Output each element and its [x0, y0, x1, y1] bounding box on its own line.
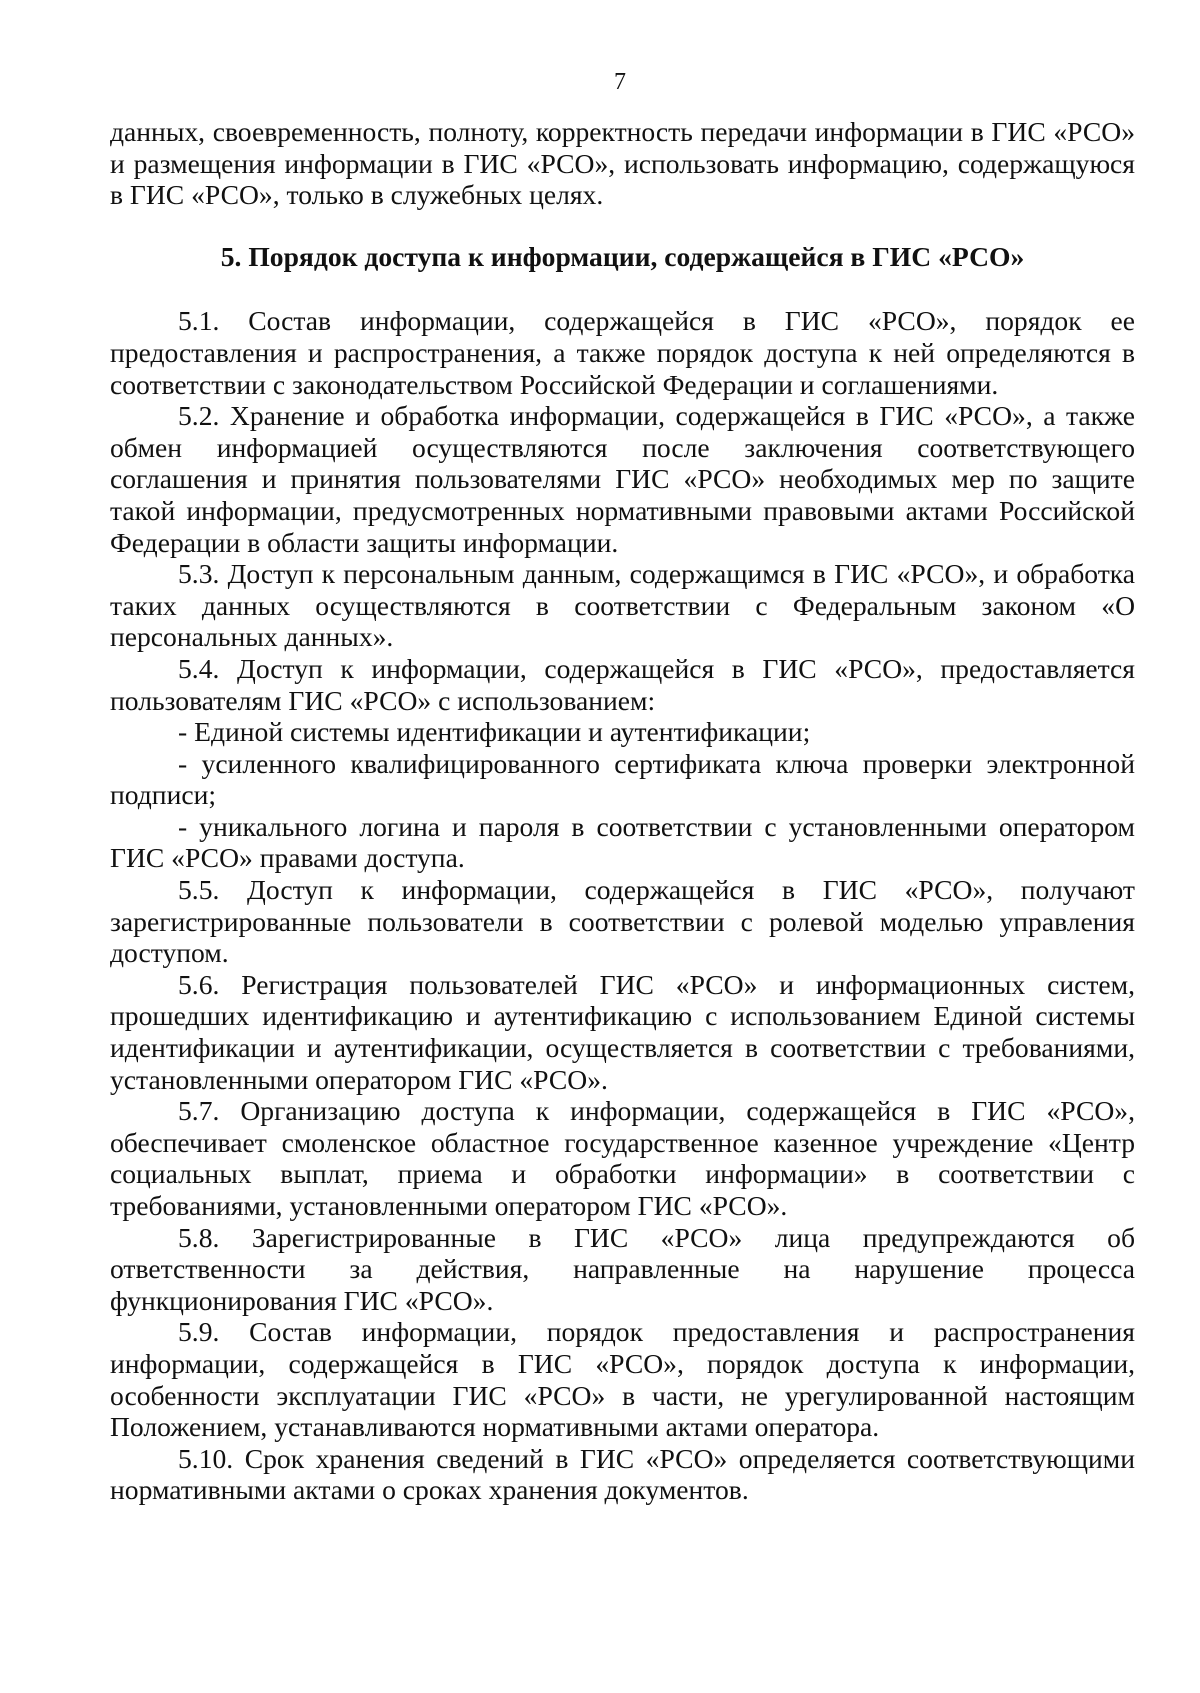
- page-number: 7: [614, 69, 626, 95]
- paragraph-5-2: 5.2. Хранение и обработка информации, содержащейся в ГИС «РСО», а также обмен информацией осуществляются после заключения соответствующего соглашения и принятия пользователями ГИС «РСО» необходимых мер по защите такой информации, предусмотренных нормативными правовыми актами Российской Федерации в области защиты информации.: [110, 400, 1135, 558]
- paragraph-5-1: 5.1. Состав информации, содержащейся в ГИС «РСО», порядок ее предоставления и распространения, а также порядок доступа к ней определяются в соответствии с законодательством Российской Федерации и соглашениями.: [110, 305, 1135, 400]
- paragraph-5-4: 5.4. Доступ к информации, содержащейся в ГИС «РСО», предоставляется пользователям ГИС «РСО» с использованием:: [110, 652, 1135, 716]
- paragraph-5-3: 5.3. Доступ к персональным данным, содержащимся в ГИС «РСО», и обработка таких данных осуществляются в соответствии с Федеральным законом «О персональных данных».: [110, 558, 1135, 653]
- section-heading: 5. Порядок доступа к информации, содержащейся в ГИС «РСО»: [220, 240, 1025, 272]
- page-content: [110, 116, 1135, 1506]
- paragraph-5-6: 5.6. Регистрация пользователей ГИС «РСО» и информационных систем, прошедших идентификацию и аутентификацию с использованием Единой системы идентификации и аутентификации, осуществляется в соответствии с требованиями, установленными оператором ГИС «РСО».: [110, 968, 1135, 1095]
- paragraph-5-8: 5.8. Зарегистрированные в ГИС «РСО» лица предупреждаются об ответственности за действия, направленные на нарушение процесса функционирования ГИС «РСО».: [110, 1221, 1135, 1316]
- list-item-certificate: - усиленного квалифицированного сертификата ключа проверки электронной подписи;: [110, 747, 1135, 811]
- intro-paragraph: данных, своевременность, полноту, корректность передачи информации в ГИС «РСО» и размещения информации в ГИС «РСО», использовать информацию, содержащуюся в ГИС «РСО», только в служебных целях.: [110, 116, 1135, 211]
- paragraph-5-10: 5.10. Срок хранения сведений в ГИС «РСО» определяется соответствующими нормативными актами о сроках хранения документов.: [110, 1442, 1135, 1506]
- paragraph-5-5: 5.5. Доступ к информации, содержащейся в ГИС «РСО», получают зарегистрированные пользователи в соответствии с ролевой моделью управления доступом.: [110, 874, 1135, 969]
- paragraph-5-7: 5.7. Организацию доступа к информации, содержащейся в ГИС «РСО», обеспечивает смоленское областное государственное казенное учреждение «Центр социальных выплат, приема и обработки информации» в соответствии с требованиями, установленными оператором ГИС «РСО».: [110, 1095, 1135, 1221]
- list-item-esia: - Единой системы идентификации и аутентификации;: [178, 716, 811, 748]
- list-item-login-password: - уникального логина и пароля в соответствии с установленными оператором ГИС «РСО» правами доступа.: [110, 810, 1135, 874]
- paragraph-5-9: 5.9. Состав информации, порядок предоставления и распространения информации, содержащейся в ГИС «РСО», порядок доступа к информации, особенности эксплуатации ГИС «РСО» в части, не урегулированной настоящим Положением, устанавливаются нормативными актами оператора.: [110, 1316, 1135, 1443]
